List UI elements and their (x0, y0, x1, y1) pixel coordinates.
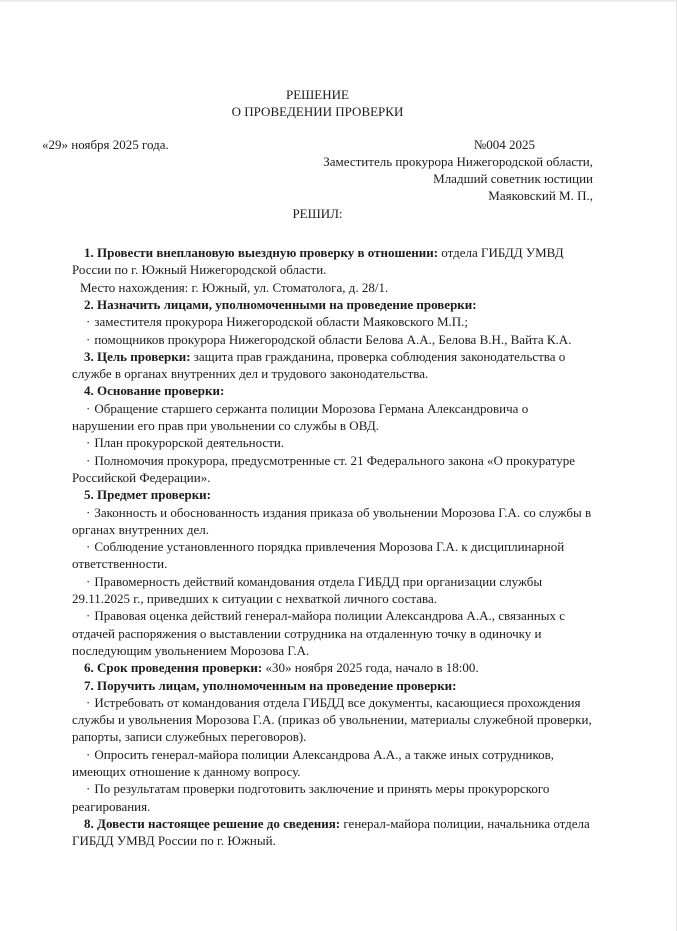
bullet-text: Соблюдение установленного порядка привлечения Морозова Г.А. к дисциплинарной ответственности. (72, 539, 565, 572)
bullet-text: Обращение старшего сержанта полиции Морозова Германа Александровича о нарушении его прав при увольнении со службы в ОВД. (72, 400, 529, 434)
meta-row (42, 136, 593, 153)
item-2-bullet-1 (72, 313, 593, 330)
item-4-lead: 4. Основание проверки: (84, 383, 225, 399)
item-1-lead: 1. Провести внеплановую выездную проверку в отношении: (84, 245, 439, 261)
title-line-1: РЕШЕНИЕ (286, 87, 349, 102)
bullet-marker: · (86, 746, 91, 762)
item-3-lead: 3. Цель проверки: (84, 348, 191, 364)
item-3 (72, 348, 593, 383)
item-5-bullet-3 (72, 573, 593, 608)
item-1-text: отдела ГИБДД УМВД России по г. Южный Нижегородской области. (72, 245, 564, 278)
signatory-name: Маяковский М. П., (488, 188, 593, 204)
item-4-bullet-3 (72, 452, 593, 487)
item-7-bullet-2 (72, 746, 593, 781)
item-2 (72, 296, 593, 313)
bullet-text: Законность и обоснованность издания приказа об увольнении Морозова Г.А. со службы в органах внутренних дел. (72, 504, 592, 537)
bullet-marker: · (86, 452, 91, 468)
item-8-lead: 8. Довести настоящее решение до сведения: (84, 815, 341, 831)
bullet-marker: · (86, 539, 91, 555)
bullet-marker: · (86, 314, 91, 330)
item-1-location-line: Место нахождения: г. Южный, ул. Стоматолога, д. 28/1. (80, 279, 389, 295)
bullet-text: помощников прокурора Нижегородской области Белова А.А., Белова В.Н., Вайта К.А. (94, 331, 572, 347)
decision-word: РЕШИЛ: (292, 205, 343, 221)
item-8-text: генерал-майора полиции, начальника отдела ГИБДД УМВД России по г. Южный. (72, 815, 590, 849)
item-6-lead: 6. Срок проведения проверки: (84, 660, 263, 676)
document-number: №004 2025 (473, 136, 535, 152)
item-5 (72, 486, 593, 503)
signatory-position: Заместитель прокурора Нижегородской области, (323, 153, 593, 169)
item-7-lead: 7. Поручить лицам, уполномоченным на проведение проверки: (84, 677, 457, 693)
signatory-block (42, 153, 593, 205)
item-2-lead: 2. Назначить лицами, уполномоченными на проведение проверки: (84, 296, 477, 312)
bullet-text: Правомерность действий командования отдела ГИБДД при организации службы 29.11.2025 г., приведших к ситуации с нехваткой личного состава. (72, 573, 543, 607)
item-7 (72, 677, 593, 694)
item-5-bullet-1 (72, 504, 593, 539)
document-date: «29» ноября 2025 года. (42, 136, 169, 152)
document-title (42, 86, 593, 121)
title-line-2: О ПРОВЕДЕНИИ ПРОВЕРКИ (231, 104, 404, 120)
item-5-bullet-2 (72, 538, 593, 573)
item-7-bullet-1 (72, 694, 593, 746)
item-1 (72, 244, 593, 279)
bullet-marker: · (86, 331, 91, 347)
item-4-bullet-2 (72, 434, 593, 451)
bullet-marker: · (86, 504, 91, 520)
bullet-text: Правовая оценка действий генерал-майора полиции Александрова А.А., связанных с отдачей распоряжения о выставлении сотрудника на отдаленную точку в одиночку и последующим увольнением Морозова Г.А. (72, 608, 565, 658)
item-6 (72, 659, 593, 676)
item-8 (72, 815, 593, 850)
item-5-lead: 5. Предмет проверки: (84, 487, 212, 503)
document-page (0, 2, 677, 931)
bullet-marker: · (86, 435, 91, 451)
bullet-marker: · (86, 694, 91, 710)
item-4 (72, 382, 593, 399)
bullet-text: Полномочия прокурора, предусмотренные ст. 21 Федерального закона «О прокуратуре Российской Федерации». (72, 452, 575, 485)
item-7-bullet-3 (72, 780, 593, 815)
bullet-text: По результатам проверки подготовить заключение и принять меры прокурорского реагирования. (72, 781, 550, 814)
bullet-marker: · (86, 608, 91, 624)
bullet-marker: · (86, 573, 91, 589)
item-6-text: «30» ноября 2025 года, начало в 18:00. (262, 660, 479, 676)
bullet-text: заместителя прокурора Нижегородской области Маяковского М.П.; (94, 314, 469, 330)
bullet-text: План прокурорской деятельности. (94, 435, 285, 451)
bullet-text: Опросить генерал-майора полиции Александрова А.А., а также иных сотрудников, имеющих отношение к данному вопросу. (72, 746, 555, 779)
signatory-rank: Младший советник юстиции (433, 171, 593, 187)
item-5-bullet-4 (72, 607, 593, 659)
item-2-bullet-2 (72, 331, 593, 348)
document-body (72, 244, 593, 849)
bullet-text: Истребовать от командования отдела ГИБДД все документы, касающиеся прохождения службы и увольнения Морозова Г.А. (приказ об увольнении, материалы служебной проверки, рапорты, записи служебных переговоров). (72, 694, 592, 745)
item-4-bullet-1 (72, 400, 593, 435)
bullet-marker: · (86, 400, 91, 416)
bullet-marker: · (86, 781, 91, 797)
item-3-text: защита прав гражданина, проверка соблюдения законодательства о службе в органах внутренних дел и трудового законодательства. (72, 348, 566, 382)
